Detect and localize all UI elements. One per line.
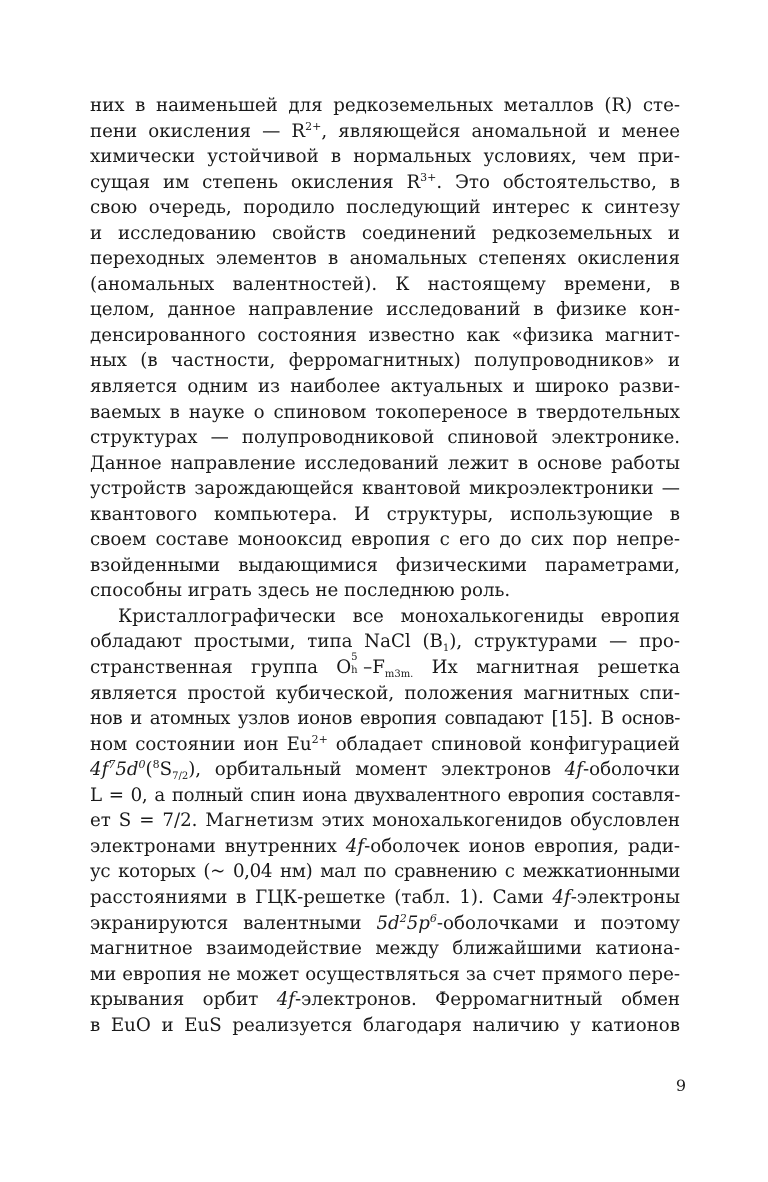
p1-line-3: химически устойчивой в нормальных условиях, чем при- [90,146,680,168]
p2-line-13: экранируются валентными $5d^25p^6$-оболочками и поэтому [90,911,680,934]
p2-line-14: магнитное взаимодействие между ближайшими катиона- [90,938,680,960]
p2-line-1: Кристаллографически все монохалькогениды европия [118,605,680,627]
p2-line-5: нов и атомных узлов ионов европия совпадают [15]. В основ- [90,708,680,730]
p1-line-13: ваемых в науке о спиновом токопереносе в твердотельных [90,401,680,423]
p2-line-3: странственная группа O 5 h $-F_{m3m.}$ Их магнитная решетка [90,652,680,681]
p2-line-10: электронами внутренних 4f-оболочек ионов европия, ради- [90,835,680,857]
p1-line-10: денсированного состояния известно как «физика магнит- [90,324,680,346]
p1-line-7: переходных элементов в аномальных степенях окисления [90,248,680,270]
p2-line-4: является простой кубической, положения магнитных спи- [90,682,680,704]
text-column [90,93,680,1038]
p1-line-18: своем составе монооксид европия с его до сих пор непре- [90,529,680,551]
p1-line-17: квантового компьютера. И структуры, использующие в [90,503,680,525]
p2-line-7: $4f^75d^0(^8S_{7/2})$, орбитальный момент электронов 4f-оболочки [90,758,680,783]
p1-line-5: свою очередь, породило последующий интерес к синтезу [90,197,680,219]
p1-line-19: взойденными выдающимися физическими параметрами, [90,554,680,576]
p1-line-1: них в наименьшей для редкоземельных металлов (R) сте- [90,95,680,116]
p1-line-8: (аномальных валентностей). К настоящему времени, в [90,273,680,295]
p2-line-17: в EuO и EuS реализуется благодаря наличию у катионов [90,1014,680,1036]
p1-line-15: Данное направление исследований лежит в основе работы [90,452,680,474]
p2-line-11: ус которых (~ 0,04 нм) мал по сравнению с межкатионными [90,861,680,883]
p1-line-12: является одним из наиболее актуальных и широко разви- [90,376,680,398]
p1-line-6: и исследованию свойств соединений редкоземельных и [90,222,680,244]
p2-line-9: ет S = 7/2. Магнетизм этих монохалькогенидов обусловлен [90,810,680,832]
page-number: 9 [675,1076,686,1095]
p2-line-6: ном состоянии ион $Eu^{2+}$ обладает спиновой конфигурацией [90,732,680,755]
p1-line-14: структурах — полупроводниковой спиновой электронике. [90,427,680,449]
p2-line-15: ми европия не может осуществляться за счет прямого пере- [90,963,680,985]
p1-line-4: сущая им степень окисления $R^{3+}$. Это обстоятельство, в [90,170,680,193]
space-group-indices: 5 h [351,652,358,677]
p1-line-2: пени окисления — $R^{2+}$, являющейся аномальной и менее [90,119,681,142]
p2-line-8: L = 0, а полный спин иона двухвалентного европия составля- [90,784,680,806]
p1-line-20: способны играть здесь не последнюю роль. [90,580,511,602]
p2-line-16: крывания орбит 4f-электронов. Ферромагнитный обмен [90,989,680,1011]
p1-line-16: устройств зарождающейся квантовой микроэлектроники — [90,478,680,500]
p2-line-2: обладают простыми, типа NaCl $(B_1)$, структурами — про- [90,631,680,655]
p1-line-11: ных (в частности, ферромагнитных) полупроводников» и [90,350,680,372]
p1-line-9: целом, данное направление исследований в физике кон- [90,299,680,321]
p2-line-12: расстояниями в ГЦК-решетке (табл. 1). Сами 4f-электроны [90,886,680,908]
